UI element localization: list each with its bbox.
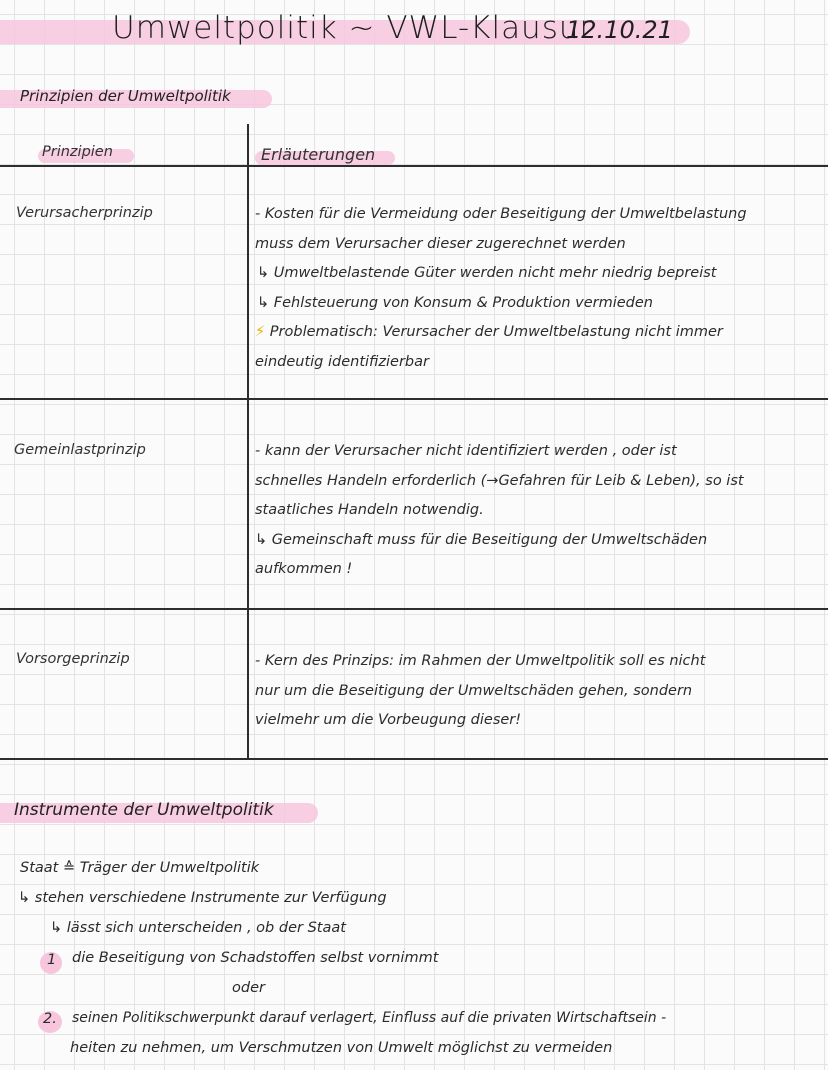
explanation-line: ↳ Fehlsteuerung von Konsum & Produktion vermieden	[257, 294, 653, 311]
explanation-line: ↳ Umweltbelastende Güter werden nicht mehr niedrig bepreist	[257, 265, 717, 281]
explanation-line-warning	[255, 318, 820, 348]
explanation-text: Problematisch: Verursacher der Umweltbelastung nicht immer	[269, 324, 723, 340]
list-number: 2.	[43, 1011, 57, 1027]
explanation-line: muss dem Verursacher dieser zugerechnet werden	[255, 235, 626, 252]
explanation-line: - kann der Verursacher nicht identifiziert werden , oder ist	[255, 443, 677, 459]
explanation-line: nur um die Beseitigung der Umweltschäden gehen, sondern	[255, 682, 693, 699]
principle-name: Gemeinlastprinzip	[14, 442, 146, 458]
list-number: 1	[47, 952, 57, 968]
body-line: ↳ stehen verschiedene Instrumente zur Verfügung	[18, 890, 387, 906]
explanation-line: staatliches Handeln notwendig.	[255, 502, 484, 518]
table-column-divider	[247, 124, 249, 758]
principle-explanation	[255, 647, 820, 736]
principle-explanation	[255, 200, 820, 377]
explanation-line: - Kosten für die Vermeidung oder Beseitigung der Umweltbelastung	[255, 206, 747, 222]
explanation-line: vielmehr um die Vorbeugung dieser!	[255, 712, 522, 728]
table-header-rule	[0, 165, 828, 167]
principle-name: Verursacherprinzip	[16, 205, 153, 221]
body-line: oder	[232, 980, 265, 996]
col2-header: Erläuterungen	[261, 145, 376, 164]
body-line: heiten zu nehmen, um Verschmutzen von Umwelt möglichst zu vermeiden	[70, 1040, 613, 1056]
principle-name: Vorsorgeprinzip	[16, 651, 130, 667]
explanation-line: eindeutig identifizierbar	[255, 353, 429, 370]
table-row-divider	[0, 608, 828, 610]
col1-header: Prinzipien	[42, 144, 113, 160]
page-title: Umweltpolitik ~ VWL-Klausur	[112, 10, 594, 46]
body-line: seinen Politikschwerpunkt darauf verlagert, Einfluss auf die privaten Wirtschaftsein -	[72, 1010, 667, 1026]
table-row-divider	[0, 398, 828, 400]
body-line: die Beseitigung von Schadstoffen selbst vornimmt	[72, 950, 439, 966]
principle-explanation	[255, 437, 820, 585]
page-date: 12.10.21	[566, 16, 673, 44]
body-line: ↳ lässt sich unterscheiden , ob der Staat	[50, 920, 346, 936]
section1-heading: Prinzipien der Umweltpolitik	[20, 87, 231, 105]
explanation-line: aufkommen !	[255, 561, 353, 577]
explanation-line: schnelles Handeln erforderlich (→Gefahren für Leib & Leben), so ist	[255, 472, 744, 489]
lightning-icon: ⚡	[255, 324, 266, 340]
explanation-line: ↳ Gemeinschaft muss für die Beseitigung der Umweltschäden	[255, 531, 708, 548]
body-line: Staat ≙ Träger der Umweltpolitik	[20, 860, 260, 876]
section2-heading: Instrumente der Umweltpolitik	[14, 800, 274, 820]
table-bottom-rule	[0, 758, 828, 760]
explanation-line: - Kern des Prinzips: im Rahmen der Umweltpolitik soll es nicht	[255, 653, 706, 669]
